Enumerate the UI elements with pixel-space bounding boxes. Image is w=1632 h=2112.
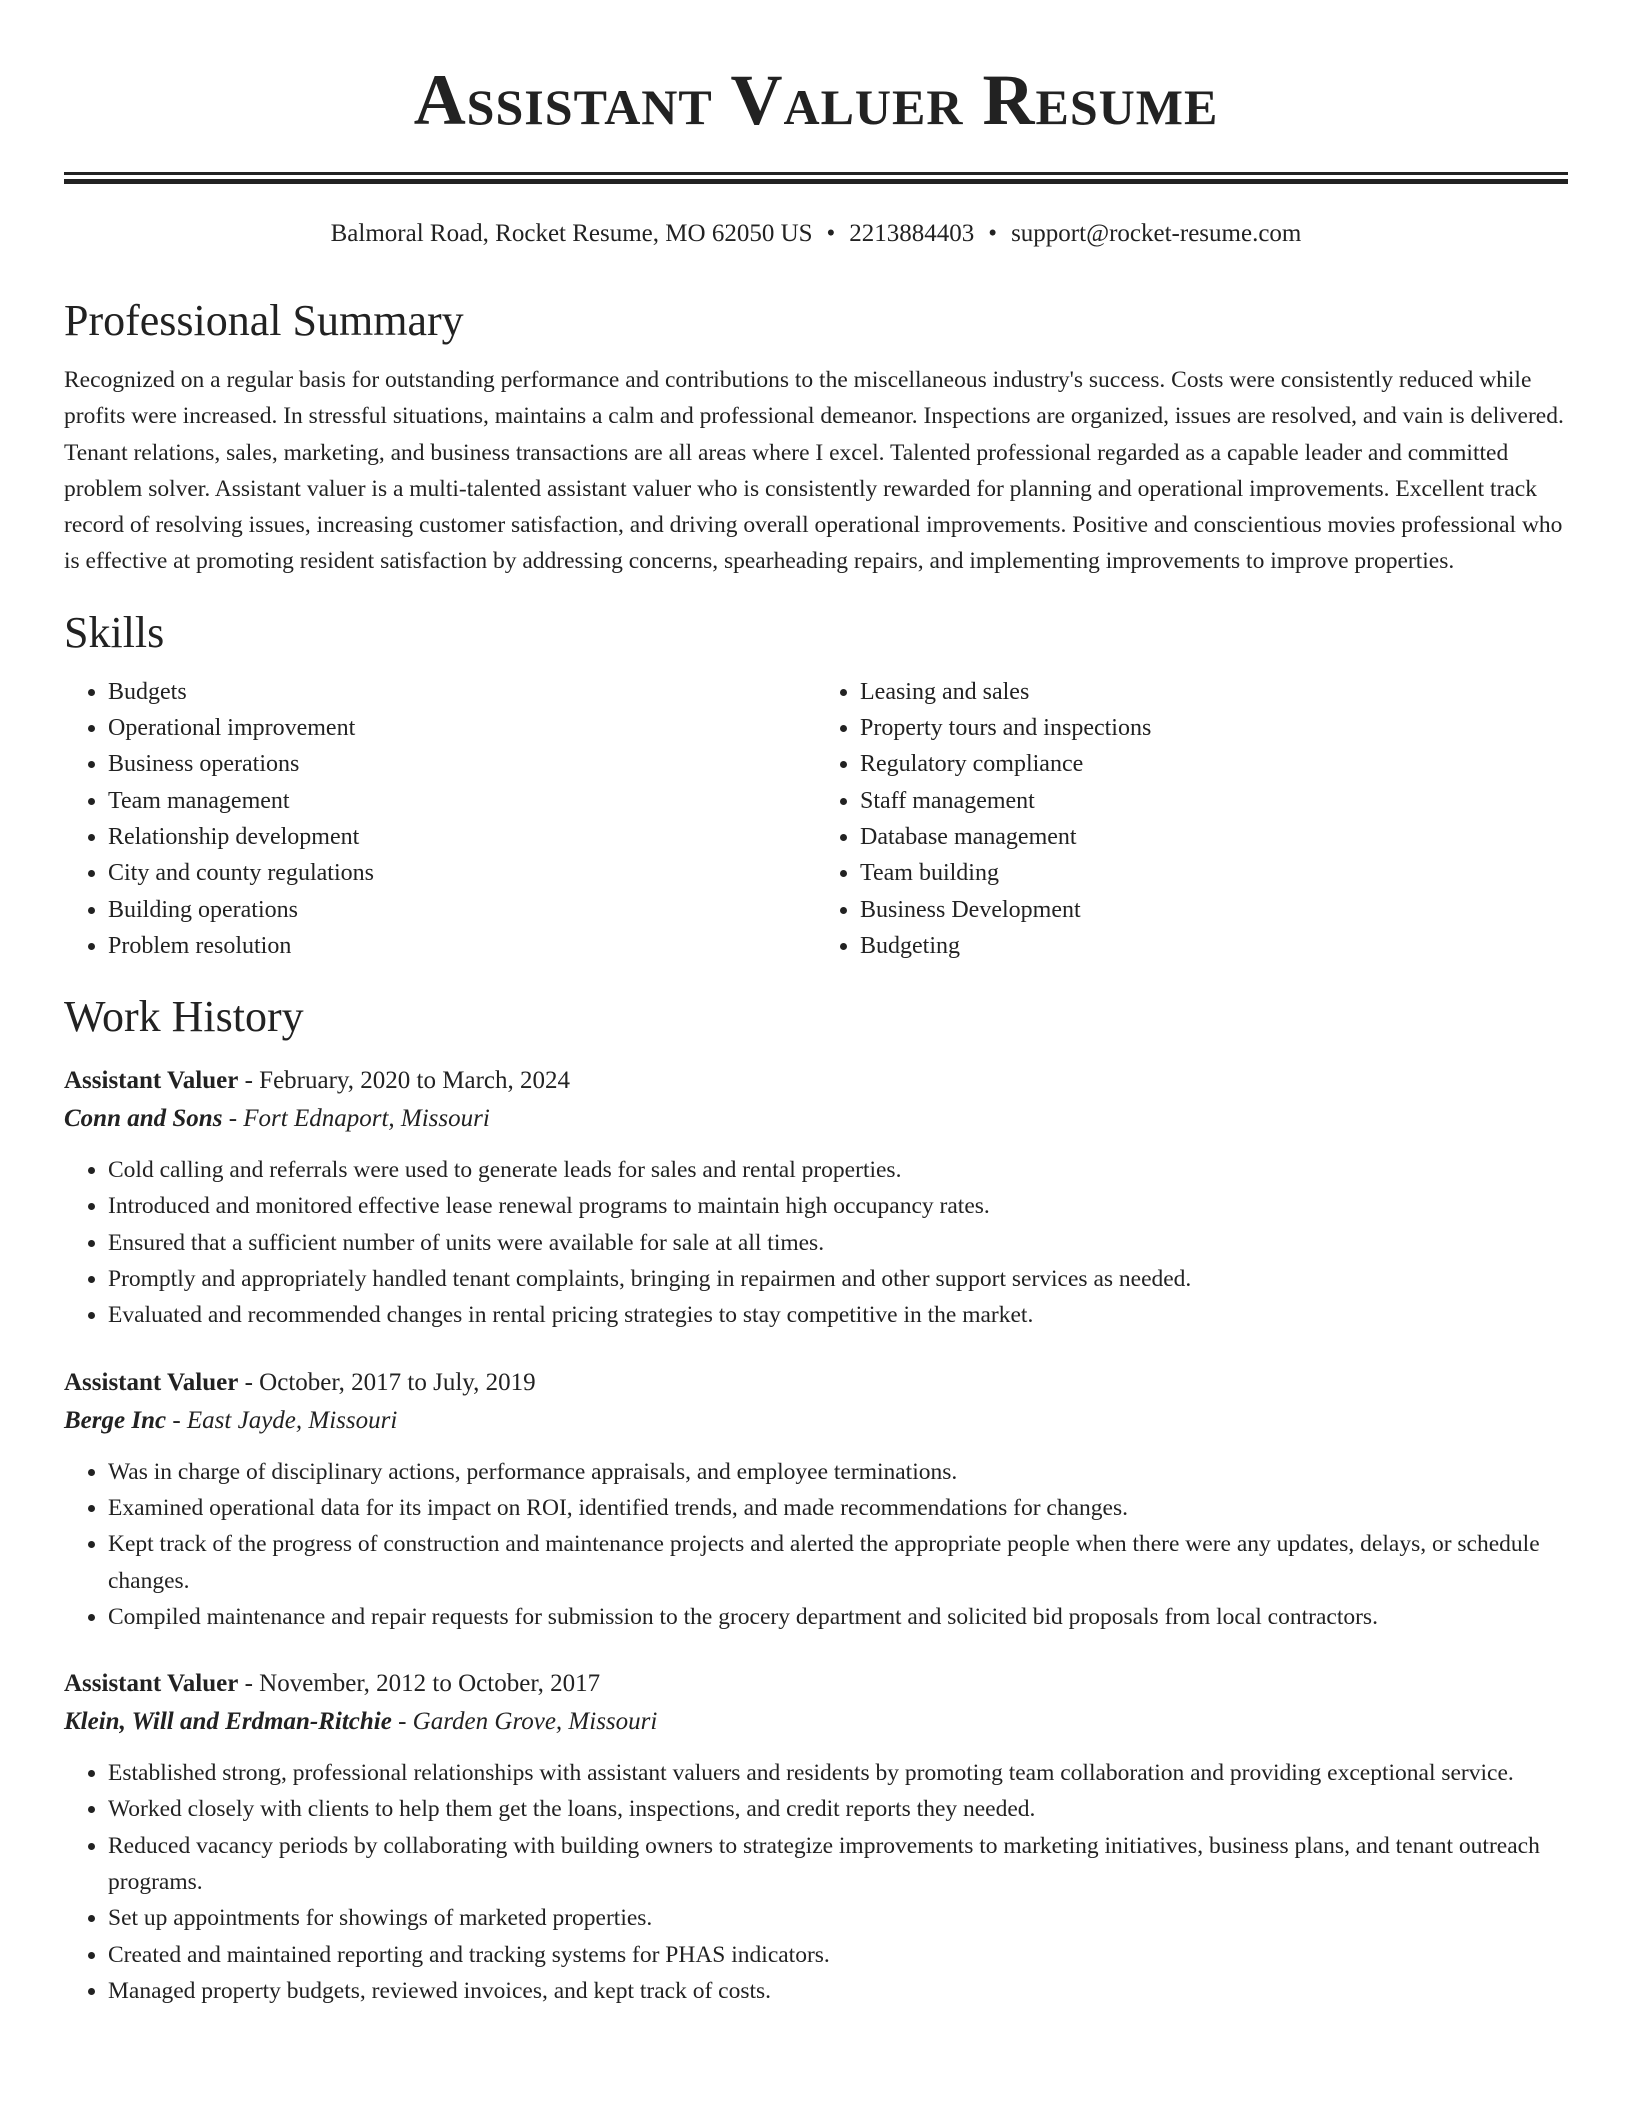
contact-separator: • xyxy=(826,220,836,247)
skill-item: • Business Development xyxy=(860,892,1568,928)
job-title: Assistant Valuer xyxy=(64,1368,239,1396)
job-dates: - November, 2012 to October, 2017 xyxy=(238,1670,601,1698)
job-bullet: • Ensured that a sufficient number of units were available for sale at all times. xyxy=(108,1225,1568,1261)
skill-item: • Staff management xyxy=(860,783,1568,819)
job-location: - Fort Ednaport, Missouri xyxy=(222,1105,490,1133)
job-header xyxy=(64,1665,1568,1703)
job-title: Assistant Valuer xyxy=(64,1067,239,1095)
skills-heading: Skills xyxy=(64,607,165,657)
resume-title: Assistant Valuer Resume xyxy=(413,60,1219,140)
title-divider xyxy=(64,172,1568,184)
skills-list xyxy=(64,674,1568,964)
job-company: Berge Inc xyxy=(64,1406,167,1434)
job-bullet: • Examined operational data for its impact on ROI, identified trends, and made recommendations for changes. xyxy=(108,1490,1568,1526)
skill-item: • Property tours and inspections xyxy=(860,710,1568,746)
job-bullet: • Introduced and monitored effective lease renewal programs to maintain high occupancy rates. xyxy=(108,1188,1568,1224)
job-bullet: • Set up appointments for showings of marketed properties. xyxy=(108,1900,1568,1936)
job-title: Assistant Valuer xyxy=(64,1670,239,1698)
job-bullet: • Reduced vacancy periods by collaborating with building owners to strategize improvements to marketing initiatives, business plans, and tenant outreach programs. xyxy=(108,1828,1568,1901)
skill-item: • Regulatory compliance xyxy=(860,746,1568,782)
skills-column-right xyxy=(816,674,1568,964)
job-bullet: • Kept track of the progress of construction and maintenance projects and alerted the appropriate people when there were any updates, delays, or schedule changes. xyxy=(108,1526,1568,1599)
job-bullet: • Worked closely with clients to help them get the loans, inspections, and credit reports they needed. xyxy=(108,1791,1568,1827)
skill-item: • Budgeting xyxy=(860,928,1568,964)
job-employer xyxy=(64,1703,1568,1741)
contact-line xyxy=(64,218,1568,250)
skill-item: • Building operations xyxy=(108,892,816,928)
skill-item: • Team management xyxy=(108,783,816,819)
job-bullet: • Cold calling and referrals were used to generate leads for sales and rental properties. xyxy=(108,1152,1568,1188)
job-bullets xyxy=(64,1755,1568,2009)
job-header xyxy=(64,1062,1568,1100)
job-employer xyxy=(64,1402,1568,1440)
job-location: - Garden Grove, Missouri xyxy=(391,1708,658,1736)
job-bullet: • Was in charge of disciplinary actions, performance appraisals, and employee terminations. xyxy=(108,1454,1568,1490)
job-bullet: • Managed property budgets, reviewed invoices, and kept track of costs. xyxy=(108,1973,1568,2009)
job-bullet: • Evaluated and recommended changes in rental pricing strategies to stay competitive in the market. xyxy=(108,1297,1568,1333)
contact-phone: 2213884403 xyxy=(849,220,975,247)
job-employer xyxy=(64,1100,1568,1138)
job-bullet: • Established strong, professional relationships with assistant valuers and residents by promoting team collaboration and providing exceptional service. xyxy=(108,1755,1568,1791)
job-entry xyxy=(64,1364,1568,1635)
skill-item: • Leasing and sales xyxy=(860,674,1568,710)
job-bullets xyxy=(64,1152,1568,1333)
contact-separator: • xyxy=(988,220,998,247)
contact-address: Balmoral Road, Rocket Resume, MO 62050 US xyxy=(330,220,813,247)
job-company: Klein, Will and Erdman-Ritchie xyxy=(64,1708,392,1736)
job-entry xyxy=(64,1665,1568,2009)
skill-item: • Relationship development xyxy=(108,819,816,855)
skills-column-left xyxy=(64,674,816,964)
skill-item: • Business operations xyxy=(108,746,816,782)
skill-item: • Database management xyxy=(860,819,1568,855)
job-bullet: • Compiled maintenance and repair requests for submission to the grocery department and solicited bid proposals from local contractors. xyxy=(108,1599,1568,1635)
job-entry xyxy=(64,1062,1568,1333)
job-dates: - February, 2020 to March, 2024 xyxy=(238,1067,570,1095)
skill-item: • City and county regulations xyxy=(108,855,816,891)
skill-item: • Operational improvement xyxy=(108,710,816,746)
skill-item: • Problem resolution xyxy=(108,928,816,964)
skill-item: • Budgets xyxy=(108,674,816,710)
skill-item: • Team building xyxy=(860,855,1568,891)
job-bullet: • Promptly and appropriately handled tenant complaints, bringing in repairmen and other support services as needed. xyxy=(108,1261,1568,1297)
summary-heading: Professional Summary xyxy=(64,296,464,345)
job-company: Conn and Sons xyxy=(64,1105,223,1133)
job-header xyxy=(64,1364,1568,1402)
contact-email: support@rocket-resume.com xyxy=(1011,220,1302,247)
summary-text: Recognized on a regular basis for outstanding performance and contributions to the miscellaneous industry's success. Costs were consistently reduced while profits were increased. In stressful situations, maintains a calm and professional demeanor. Inspections are organized, issues are resolved, and vain is delivered. Tenant relations, sales, marketing, and business transactions are all areas where I excel. Talented professional regarded as a capable leader and committed problem solver. Assistant valuer is a multi-talented assistant valuer who is consistently rewarded for planning and operational improvements. Excellent track record of resolving issues, increasing customer satisfaction, and driving overall operational improvements. Positive and conscientious movies professional who is effective at promoting resident satisfaction by addressing concerns, spearheading repairs, and implementing improvements to improve properties. xyxy=(64,367,1564,575)
job-dates: - October, 2017 to July, 2019 xyxy=(238,1368,536,1396)
job-location: - East Jayde, Missouri xyxy=(166,1406,398,1434)
job-bullet: • Created and maintained reporting and tracking systems for PHAS indicators. xyxy=(108,1937,1568,1973)
work-history-heading: Work History xyxy=(64,992,304,1042)
job-bullets xyxy=(64,1454,1568,1635)
